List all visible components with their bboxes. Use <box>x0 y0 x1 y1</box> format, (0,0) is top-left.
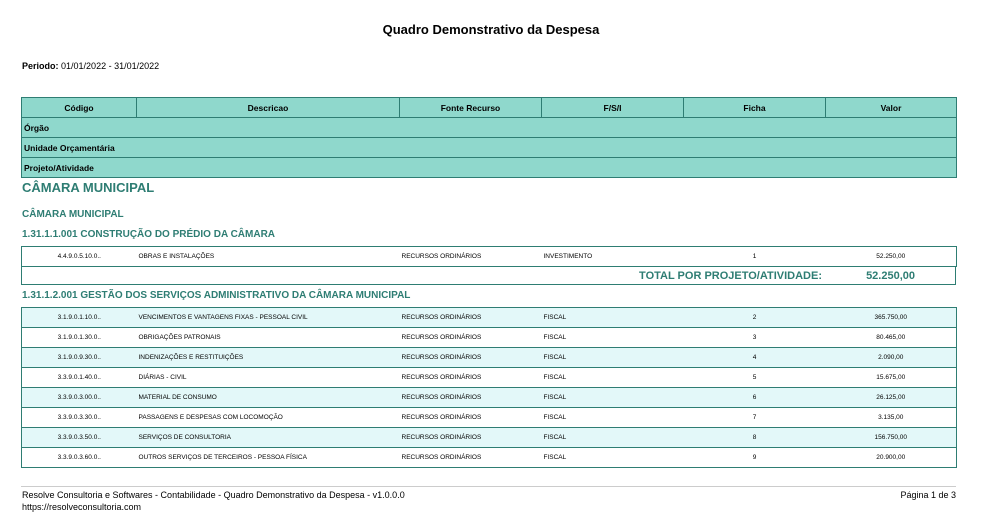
cell-descricao: PASSAGENS E DESPESAS COM LOCOMOÇÃO <box>137 408 400 428</box>
cell-descricao: OUTROS SERVIÇOS DE TERCEIROS - PESSOA FÍSICA <box>137 448 400 468</box>
cell-fonte: RECURSOS ORDINÁRIOS <box>400 328 542 348</box>
cell-valor: 80.465,00 <box>826 328 957 348</box>
cell-fsi: FISCAL <box>542 328 684 348</box>
cell-fonte: RECURSOS ORDINÁRIOS <box>400 348 542 368</box>
cell-descricao: DIÁRIAS - CIVIL <box>137 368 400 388</box>
report-header-table <box>21 97 957 178</box>
col-fonte: Fonte Recurso <box>400 98 542 118</box>
cell-ficha: 1 <box>684 247 826 267</box>
page-number: Página 1 de 3 <box>900 490 956 500</box>
projeto-1-table <box>21 246 957 267</box>
cell-fonte: RECURSOS ORDINÁRIOS <box>400 448 542 468</box>
table-row <box>22 428 957 448</box>
cell-descricao: OBRAS E INSTALAÇÕES <box>137 247 400 267</box>
header-unidade-row <box>22 138 957 158</box>
cell-valor: 156.750,00 <box>826 428 957 448</box>
cell-ficha: 7 <box>684 408 826 428</box>
cell-fsi: FISCAL <box>542 308 684 328</box>
period-label: Periodo: <box>22 61 59 71</box>
projeto-1-total <box>21 266 956 285</box>
cell-fsi: INVESTIMENTO <box>542 247 684 267</box>
col-codigo: Código <box>22 98 137 118</box>
cell-valor: 15.675,00 <box>826 368 957 388</box>
cell-codigo: 3.1.9.0.1.10.0.. <box>22 308 137 328</box>
cell-valor: 3.135,00 <box>826 408 957 428</box>
col-descricao: Descricao <box>137 98 400 118</box>
cell-valor: 52.250,00 <box>826 247 957 267</box>
table-row <box>22 388 957 408</box>
cell-codigo: 3.3.9.0.3.60.0.. <box>22 448 137 468</box>
cell-fsi: FISCAL <box>542 428 684 448</box>
cell-descricao: OBRIGAÇÕES PATRONAIS <box>137 328 400 348</box>
cell-fonte: RECURSOS ORDINÁRIOS <box>400 388 542 408</box>
header-orgao: Órgão <box>22 118 957 138</box>
table-row <box>22 328 957 348</box>
cell-valor: 26.125,00 <box>826 388 957 408</box>
table-row <box>22 448 957 468</box>
cell-codigo: 3.3.9.0.3.00.0.. <box>22 388 137 408</box>
cell-valor: 2.090,00 <box>826 348 957 368</box>
cell-codigo: 3.3.9.0.1.40.0.. <box>22 368 137 388</box>
col-valor: Valor <box>826 98 957 118</box>
header-orgao-row <box>22 118 957 138</box>
cell-fonte: RECURSOS ORDINÁRIOS <box>400 368 542 388</box>
orgao-title: CÂMARA MUNICIPAL <box>22 180 155 195</box>
total-label: TOTAL POR PROJETO/ATIVIDADE: <box>639 270 822 282</box>
cell-codigo: 3.3.9.0.3.50.0.. <box>22 428 137 448</box>
table-row <box>22 308 957 328</box>
cell-valor: 20.900,00 <box>826 448 957 468</box>
cell-fonte: RECURSOS ORDINÁRIOS <box>400 428 542 448</box>
table-row <box>22 348 957 368</box>
col-ficha: Ficha <box>684 98 826 118</box>
projeto-title: 1.31.1.1.001 CONSTRUÇÃO DO PRÉDIO DA CÂMARA <box>22 229 276 240</box>
projeto-title: 1.31.1.2.001 GESTÃO DOS SERVIÇOS ADMINISTRATIVO DA CÂMARA MUNICIPAL <box>22 290 411 301</box>
cell-descricao: MATERIAL DE CONSUMO <box>137 388 400 408</box>
report-title: Quadro Demonstrativo da Despesa <box>382 22 600 37</box>
cell-fonte: RECURSOS ORDINÁRIOS <box>400 408 542 428</box>
cell-fsi: FISCAL <box>542 388 684 408</box>
cell-codigo: 3.1.9.0.9.30.0.. <box>22 348 137 368</box>
cell-fonte: RECURSOS ORDINÁRIOS <box>400 247 542 267</box>
cell-descricao: VENCIMENTOS E VANTAGENS FIXAS - PESSOAL CIVIL <box>137 308 400 328</box>
header-projeto: Projeto/Atividade <box>22 158 957 178</box>
projeto-2-table <box>21 307 957 468</box>
cell-codigo: 3.1.9.0.1.30.0.. <box>22 328 137 348</box>
table-row <box>22 408 957 428</box>
period-value: 01/01/2022 - 31/01/2022 <box>61 61 160 71</box>
cell-fsi: FISCAL <box>542 368 684 388</box>
cell-fsi: FISCAL <box>542 408 684 428</box>
report-period <box>22 61 159 71</box>
footer-url[interactable]: https://resolveconsultoria.com <box>22 502 142 512</box>
cell-fsi: FISCAL <box>542 348 684 368</box>
footer-company: Resolve Consultoria e Softwares - Contabilidade - Quadro Demonstrativo da Despesa - v1.0.0.0 <box>22 490 405 500</box>
cell-descricao: SERVIÇOS DE CONSULTORIA <box>137 428 400 448</box>
col-fsi: F/S/I <box>542 98 684 118</box>
unidade-title: CÂMARA MUNICIPAL <box>22 209 124 220</box>
header-projeto-row <box>22 158 957 178</box>
table-row <box>22 368 957 388</box>
header-unidade: Unidade Orçamentária <box>22 138 957 158</box>
cell-ficha: 9 <box>684 448 826 468</box>
cell-fsi: FISCAL <box>542 448 684 468</box>
cell-ficha: 6 <box>684 388 826 408</box>
total-value: 52.250,00 <box>866 270 915 282</box>
cell-ficha: 5 <box>684 368 826 388</box>
cell-fonte: RECURSOS ORDINÁRIOS <box>400 308 542 328</box>
cell-ficha: 4 <box>684 348 826 368</box>
cell-codigo: 3.3.9.0.3.30.0.. <box>22 408 137 428</box>
cell-ficha: 3 <box>684 328 826 348</box>
footer-divider <box>21 486 956 487</box>
cell-codigo: 4.4.9.0.5.10.0.. <box>22 247 137 267</box>
cell-ficha: 2 <box>684 308 826 328</box>
cell-valor: 365.750,00 <box>826 308 957 328</box>
header-columns-row <box>22 98 957 118</box>
cell-ficha: 8 <box>684 428 826 448</box>
table-row <box>22 247 957 267</box>
cell-descricao: INDENIZAÇÕES E RESTITUIÇÕES <box>137 348 400 368</box>
